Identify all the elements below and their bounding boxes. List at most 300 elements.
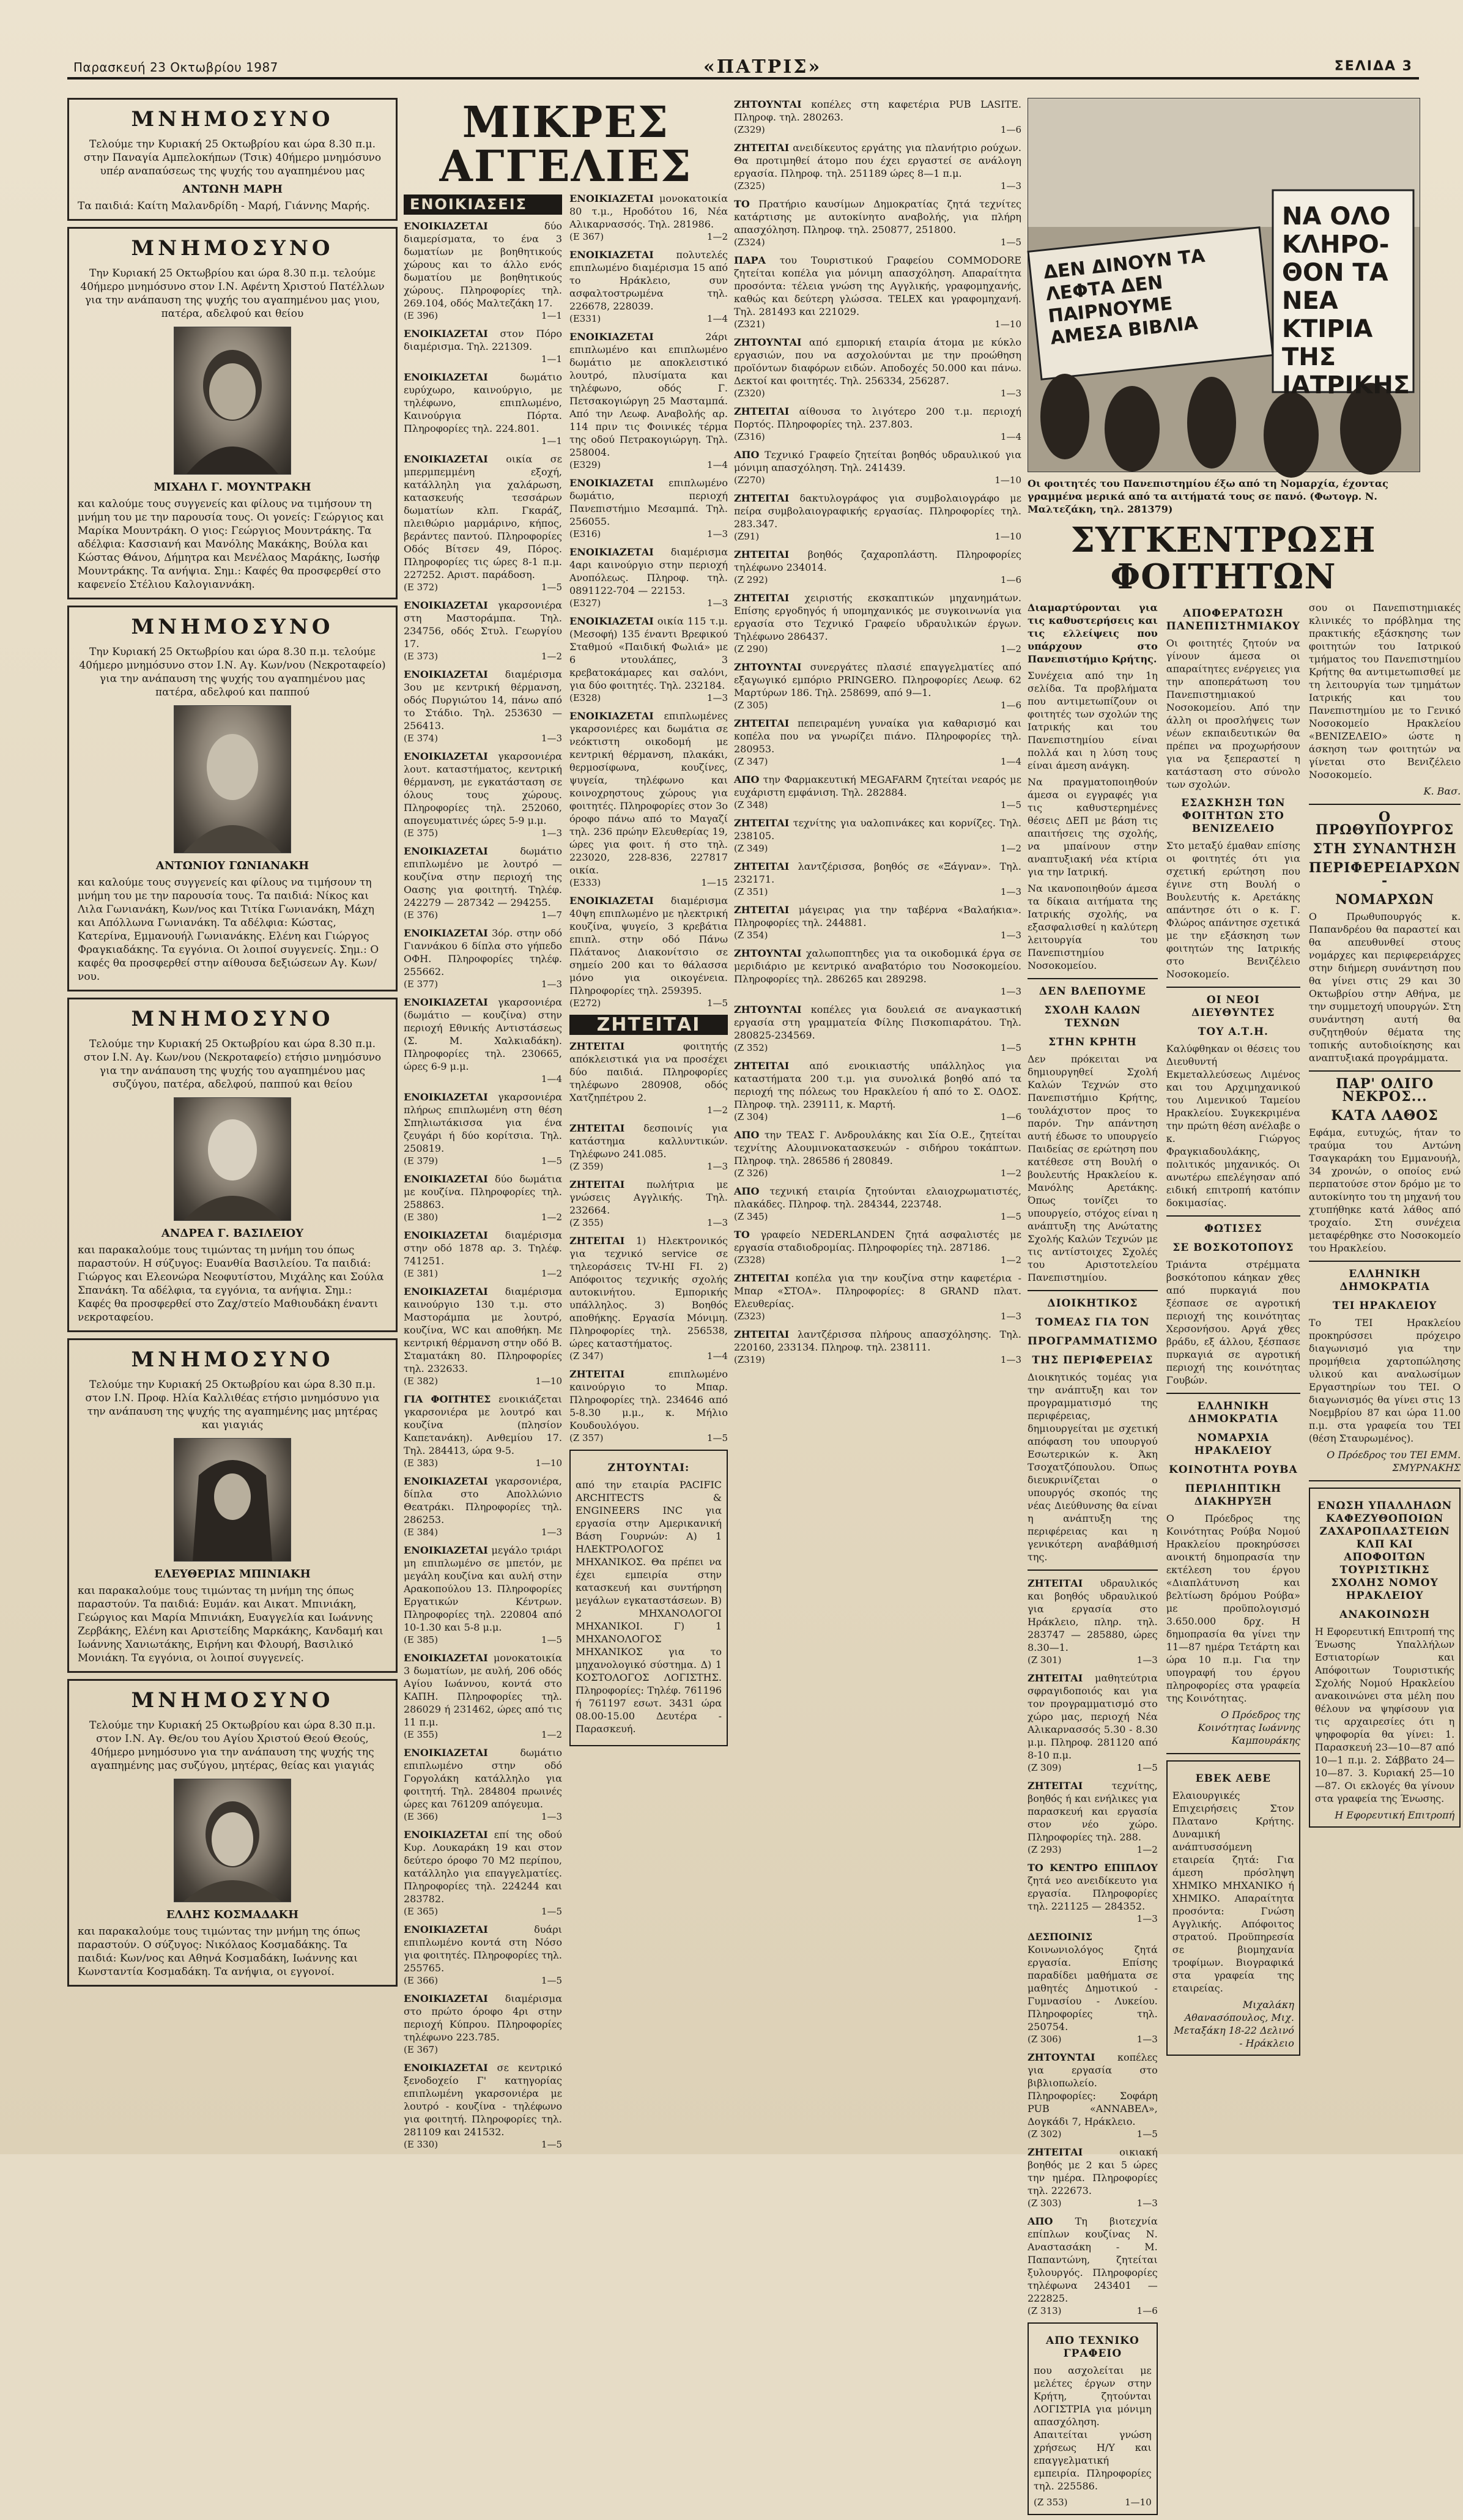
classifieds-title: ΜΙΚΡΕΣ ΑΓΓΕΛΙΕΣ bbox=[439, 97, 692, 191]
ad-num: 1—3 bbox=[706, 1217, 728, 1228]
ad-num: 1—5 bbox=[1000, 1042, 1021, 1053]
story-paragraph: Να ικανοποιηθούν άμεσα τα δίκαια αιτήματα της Ιατρικής σχολής, να εξασφαλισθεί η καλύτερη λειτουργία του Πανεπιστημίου Νοσοκομείου. bbox=[1028, 883, 1158, 971]
divider bbox=[1309, 1070, 1461, 1072]
ad-reference bbox=[734, 842, 1021, 855]
ad-num: 1—2 bbox=[1000, 1168, 1021, 1179]
memorial-text: Την Κυριακή 25 Οκτωβρίου και ώρα 8.30 π.μ. τελούμε 40ήμερο μνημόσυνο στον Ι.Ν. Αφέντη Χριστού Πατέλλων για την ανάπαυση της ψυχής του αγαπημένου μας γιου, πατέρα, αδελφού και θείου bbox=[80, 267, 385, 320]
ad-text: οικία σε μπερμπεμμένη εξοχή, κατάλληλη για χαλάρωση, κατασκευής τεσσάρων δωματίων κλπ. Γκαράζ, πλειθώριο μαρμάρινο, κήπος, βεράντες παντού. Πληροφορίες Οδός Βίτσεν 49, Πόρος. Πληροφορίες τις ώρες 8-1 π.μ. 227252. Αριστ. παράδοση. bbox=[404, 453, 562, 580]
ad-ref: (Ζ 347) bbox=[734, 756, 768, 767]
ad-ref: (Ε 382) bbox=[404, 1376, 439, 1387]
portrait-photo bbox=[174, 327, 291, 475]
classified-ad bbox=[404, 2061, 562, 2151]
arts-text: Δεν πρόκειται να δημιουργηθεί Σχολή Καλών Τεχνών στο Πανεπιστήμιο Κρήτης, τουλάχιστον προς το παρόν. Την απάντηση αυτή έδωσε το υπουργείο Παιδείας σε ερώτηση που κατέθεσε στη Βουλή ο βουλευτής Ηρακλείου κ. Μανόλης Αρετάκης. Όπως τονίζει το υπουργείο, στόχος είναι η ανάπτυξη της Ανώτατης Σχολής Καλών Τεχνών με τις αντίστοιχες Σχολές του Αριστοτελείου Πανεπιστημίου. bbox=[1028, 1053, 1158, 1283]
ad-ref: (Ζ 353) bbox=[1034, 2497, 1068, 2508]
ad-text: στον Πόρο διαμέρισμα. Τηλ. 221309. bbox=[404, 328, 562, 352]
ad-ref: (Ε 365) bbox=[404, 1906, 439, 1917]
ad-text: πεπειραμένη γυναίκα για καθαρισμό και κοπέλα που να γνωρίζει πιάνο. Πληροφορίες τηλ. 280953. bbox=[734, 717, 1021, 755]
classified-ad bbox=[734, 903, 1021, 942]
classified-ad bbox=[404, 1393, 562, 1470]
ad-ref: (Ζ 313) bbox=[1028, 2305, 1062, 2316]
classified-ad bbox=[404, 327, 562, 366]
ad-lead: ΖΗΤΕΙΤΑΙ bbox=[734, 817, 790, 829]
memorial-title: ΜΝΗΜΟΣΥΝΟ bbox=[131, 615, 334, 639]
ad-ref: (Ζ 326) bbox=[734, 1168, 768, 1179]
ad-reference bbox=[734, 1354, 1021, 1366]
ad-ref: (Ζ324) bbox=[734, 237, 765, 248]
ad-reference bbox=[404, 1729, 562, 1741]
ad-text: χειριστής εκσκαπτικών μηχανημάτων. Επίσης εργοδηγός ή υπομηχανικός με συγκοινωνία για εργασία στο Τεχνικό Γραφείο υδραυλικών έργων. Τηλέφωνο 286437. bbox=[734, 592, 1021, 642]
ad-lead: ΖΗΤΕΙΤΑΙ bbox=[734, 717, 790, 729]
page-number: ΣΕΛΙΔΑ 3 bbox=[1334, 59, 1413, 74]
classified-ad bbox=[404, 845, 562, 922]
tei-text: Το ΤΕΙ Ηρακλείου προκηρύσσει πρόχειρο διαγωνισμό για την προμήθεια χαρτοπώλησης υλικού και αναλωσίμων Εργαστηρίων του ΤΕΙ. Ο διαγωνισμός θα γίνει στις 13 Νοεμβρίου 87 και ώρα 11.00 π.μ. στα γραφεία του ΤΕΙ (θέση Σταυρωμένος). bbox=[1308, 1317, 1461, 1444]
directors-text: Καλύφθηκαν οι θέσεις του Διευθυντή Εκμεταλλεύσεως Λιμένος και του Αρχιμηχανικού του Λιμενικού Ταμείου Ηρακλείου. Συγκεκριμένα την πρώτη θέση ανέλαβε ο κ. Γιώργος Φραγκιαδουλάκης, πολιτικός μηχανικός. Οι ανωτέρω επελέγησαν από ειδική επιτροπή κατόπιν δοκιμασίας. bbox=[1166, 1043, 1300, 1209]
ad-num: 1—5 bbox=[1000, 799, 1021, 810]
ad-reference bbox=[569, 997, 728, 1010]
rouva-title: ΚΟΙΝΟΤΗΤΑ ΡΟΥΒΑ bbox=[1169, 1464, 1298, 1476]
ad-text: δωμάτιο επιπλωμένο στην οδό Γοργολάκη κατάλληλο για φοιτητή. Τηλ. 284804 πρωινές ώρες και 761209 απόγευμα. bbox=[404, 1747, 562, 1810]
memorial-notice bbox=[67, 98, 398, 221]
ad-num: 1—4 bbox=[541, 1073, 562, 1084]
classified-ad bbox=[404, 1091, 562, 1168]
ad-ref: (Ε 355) bbox=[404, 1729, 439, 1740]
classified-ad bbox=[734, 336, 1021, 400]
ad-lead: ΕΝΟΙΚΙΑΖΕΤΑΙ bbox=[404, 669, 488, 680]
ad-ref: (Ε 377) bbox=[404, 979, 439, 990]
ad-reference bbox=[734, 318, 1021, 331]
ad-reference bbox=[404, 1267, 562, 1280]
ad-reference bbox=[569, 876, 728, 889]
pm-text: Ο Πρωθυπουργός κ. Παπανδρέου θα παραστεί και θα απευθυνθεί στους νομάρχες και περιφερειάρχες στην διήμερη συνάντηση που θα γίνει στις 29 και 30 Οκτωβρίου στην Αθήνα, με την συμμετοχή υπουργών. Στη συνάντηση αυτή θα συζητηθούν θέματα της τοπικής αυτοδιοίκησης και αναπτυξιακά προγράμματα. bbox=[1308, 911, 1461, 1064]
classified-ad bbox=[404, 453, 562, 594]
ad-ref: (Ε 372) bbox=[404, 582, 439, 593]
classifieds-subcolumns bbox=[404, 192, 728, 2156]
union-signature: Η Εφορευτική Επιτροπή bbox=[1335, 1809, 1455, 1821]
divider bbox=[1028, 1569, 1158, 1571]
ad-lead: ΤΟ bbox=[734, 198, 750, 210]
ad-ref: (Ε 380) bbox=[404, 1212, 439, 1223]
memorial-notice bbox=[67, 1338, 398, 1673]
story-paragraph: Να πραγματοποιηθούν άμεσα οι εγγραφές για τις καθυστερημένες θέσεις ΔΕΠ με βάση τις απαιτήσεις της σχολής, να μπαίνουν στην αναπτυξιακή νέα κτίρια για την Ιατρική. bbox=[1028, 776, 1158, 878]
ad-reference bbox=[734, 387, 1021, 400]
ad-ref: (Ζ 345) bbox=[734, 1211, 768, 1222]
ad-reference bbox=[569, 528, 728, 541]
fires-title: ΦΩΤΙΣΕΣ bbox=[1204, 1223, 1262, 1235]
ad-reference bbox=[569, 231, 728, 243]
ad-lead: ΖΗΤΕΙΤΑΙ bbox=[734, 549, 790, 560]
portrait-silhouette-icon bbox=[174, 1779, 291, 1902]
ad-lead: ΤΟ bbox=[734, 1229, 750, 1240]
ad-reference bbox=[1028, 2305, 1158, 2318]
evek-ad bbox=[1166, 1760, 1300, 2056]
classified-ad bbox=[734, 860, 1021, 899]
ad-num: 1—10 bbox=[994, 475, 1021, 486]
ad-lead: ΖΗΤΟΥΝΤΑΙ bbox=[734, 661, 802, 673]
ad-ref: (Ε333) bbox=[569, 877, 601, 888]
ad-text: γκαρσονιέρα (δωμάτιο — κουζίνα) στην περιοχή Εθνικής Αντιστάσεως (Σ. Μ. Χαλκιαδάκη). Πληροφορίες τηλ. 230665, ώρες 6-9 μ.μ. bbox=[404, 996, 562, 1072]
ad-ref: (Ζ 359) bbox=[569, 1161, 604, 1172]
ad-ref: (Ε 373) bbox=[404, 651, 439, 662]
ad-num: 1—3 bbox=[706, 528, 728, 539]
ad-reference bbox=[734, 755, 1021, 768]
ad-num: 1—5 bbox=[541, 1975, 562, 1986]
ad-reference bbox=[734, 124, 1021, 136]
ad-reference bbox=[734, 1254, 1021, 1267]
ad-text: 3όρ. στην οδό Γιαννάκου 6 δίπλα στο γήπεδο ΟΦΗ. Πληροφορίες τηλέφ. 255662. bbox=[404, 927, 562, 977]
classified-ad bbox=[1028, 2051, 1158, 2141]
ad-reference bbox=[404, 1905, 562, 1918]
ad-lead: ΖΗΤΕΙΤΑΙ bbox=[734, 1329, 790, 1340]
rouva-title: ΝΟΜΑΡΧΙΑ ΗΡΑΚΛΕΙΟΥ bbox=[1194, 1432, 1272, 1457]
ad-lead: ΕΝΟΙΚΙΑΖΕΤΑΙ bbox=[569, 895, 654, 906]
ad-num: 1—10 bbox=[535, 1458, 562, 1469]
ad-num: 1—3 bbox=[541, 733, 562, 744]
classified-ad bbox=[569, 710, 728, 889]
ad-num: 1—2 bbox=[706, 1105, 728, 1116]
directors-title: ΟΙ ΝΕΟΙ ΔΙΕΥΘΥΝΤΕΣ bbox=[1191, 994, 1275, 1019]
wanted-block-text: από την εταιρία PACIFIC ARCHITECTS & ENGINEERS INC για εργασία στην Αμερικανική Βάση Γουρνών: Α) 1 ΗΛΕΚΤΡΟΛΟΓΟΣ ΜΗΧΑΝΙΚΟΣ. Θα πρέπει να έχει εμπειρία στην κατασκευή και συντήρηση μεγάλων εγκαταστάσεων. Β) 2 ΜΗΧΑΝΟΛΟΓΟΙ ΜΗΧΑΝΙΚΟΙ. Γ) 1 ΜΗΧΑΝΟΛΟΓΟΣ ΜΗΧΑΝΙΚΟΣ για το μηχανολογικό σύστημα. Δ) 1 ΚΟΣΤΟΛΟΓΟΣ ΛΟΓΙΣΤΗΣ. Πληροφορίες: Τηλέφ. 761196 ή 761197 εσωτ. 3431 ώρα 08.00-15.00 Δευτέρα - Παρασκευή. bbox=[576, 1479, 722, 1735]
ad-lead: ΑΠΟ bbox=[734, 774, 760, 785]
evek-contact: Μιχαλάκη Αθανασόπουλος, Μιχ. Μεταξάκη 18-22 Δελινό - Ηράκλειο bbox=[1174, 1999, 1294, 2049]
ad-num: 1—3 bbox=[706, 598, 728, 609]
ad-lead: ΕΝΟΙΚΙΑΖΕΤΑΙ bbox=[404, 1475, 488, 1487]
ad-text: σε κεντρικό ξενοδοχείο Γ' κατηγορίας επιπλωμένη γκαρσονιέρα με λουτρό - κουζίνα - τηλέφωνο για φοιτητή. Πληροφορίες τηλ. 281109 και 241532. bbox=[404, 2062, 562, 2138]
ad-lead: ΤΟ ΚΕΝΤΡΟ ΕΠΙΠΛΟΥ bbox=[1028, 1862, 1158, 1873]
pm-title: Ο ΠΡΩΘΥΠΟΥΡΓΟΣ bbox=[1315, 809, 1454, 838]
divider bbox=[1309, 1261, 1461, 1262]
classifieds-subcolumn-a bbox=[404, 192, 562, 2156]
memorial-title: ΜΝΗΜΟΣΥΝΟ bbox=[131, 1347, 334, 1372]
ad-text: ζητά νεο ανειδίκευτο για εργασία. Πληροφορίες τηλ. 221125 — 284352. bbox=[1028, 1875, 1158, 1912]
ad-num: 1—10 bbox=[994, 319, 1021, 330]
ad-text: διαμέρισμα 4αρι καινούργιο στην περιοχή Ανοπόλεως. Πληροφ. τηλ. 0891122-704 — 22153. bbox=[569, 546, 728, 596]
classified-ad bbox=[569, 546, 728, 610]
memorial-family: και παρακαλούμε τους τιμώντας τη μνήμη του όπως παραστούν. Η σύζυγος: Ευανθία Βασιλείου. Τα παιδιά: Γιώργος και Ελεονώρα Νεοφυτίστου, Μιχάλης και Σούλα Σπανάκη. Τα αδέλφια, τα εγγόνια, τα ανήψια. Σημ.: Καφές θα προσφερθεί στο Ζαχ/στείο Μαθιουδάκη έναντι νεκροταφείου. bbox=[78, 1244, 384, 1324]
portrait-photo bbox=[174, 705, 291, 853]
ad-ref: (Ζ 348) bbox=[734, 799, 768, 810]
classified-ad bbox=[1028, 1577, 1158, 1667]
ad-lead: ΖΗΤΕΙΤΑΙ bbox=[734, 1060, 790, 1072]
memorial-name: ΑΝΤΩΝΙΟΥ ΓΩΝΙΑΝΑΚΗ bbox=[155, 859, 309, 872]
ad-reference bbox=[1028, 1762, 1158, 1774]
ad-ref: (Ε 366) bbox=[404, 1975, 439, 1986]
ad-ref: (Ζ91) bbox=[734, 531, 760, 542]
ad-num: 1—10 bbox=[535, 1376, 562, 1387]
classified-ad bbox=[734, 661, 1021, 712]
classified-ad bbox=[734, 717, 1021, 768]
ad-num: 1—3 bbox=[1000, 986, 1021, 997]
ad-ref: (Ε 367) bbox=[404, 2044, 439, 2055]
memorial-family: και παρακαλούμε τους τιμώντας τη μνήμη της όπως παραστούν. Τα παιδιά: Ευμάν. και Αικατ. Μπινιάκη, Γεώργιος και Μαρία Μπινιάκη, Ευαγγελία και Ιωάννης Ζερβάκης, Ελένη και Αριστείδης Μαρκάκης, Κανδαμή και Ιωάννης Χανιωτάκης, Ειρήνη και Φλουρή, Βασιλικό Μονιάκη. Τα εγγόνια, οι λοιποί συγγενείς. bbox=[78, 1585, 383, 1664]
ad-lead: ΕΝΟΙΚΙΑΖΕΤΑΙ bbox=[404, 453, 488, 465]
classified-ad bbox=[734, 448, 1021, 487]
ad-num: 1—5 bbox=[541, 1634, 562, 1645]
banner-left: ΔΕΝ ΔΙΝΟΥΝ ΤΑ ΛΕΦΤΑ ΔΕΝ ΠΑΙΡΝΟΥΜΕ ΑΜΕΣΑ ΒΙΒΛΙΑ bbox=[1042, 245, 1206, 349]
ad-reference bbox=[404, 353, 562, 366]
ad-num: 1—6 bbox=[1000, 574, 1021, 585]
story-subcolumn-3 bbox=[1309, 601, 1461, 2520]
ad-ref: (Ζ270) bbox=[734, 475, 765, 486]
rouva-title: ΠΕΡΙΛΗΠΤΙΚΗ ΔΙΑΚΗΡΥΞΗ bbox=[1185, 1483, 1282, 1508]
directors-title: ΤΟΥ Α.Τ.Η. bbox=[1198, 1026, 1269, 1038]
technical-office-ad bbox=[1028, 2322, 1158, 2515]
ad-lead: ΑΠΟ bbox=[734, 1129, 760, 1141]
ad-ref: (Ζ 309) bbox=[1028, 1762, 1062, 1773]
program-title: ΤΗΣ ΠΕΡΙΦΕΡΕΙΑΣ bbox=[1032, 1354, 1154, 1366]
ad-num: 1—5 bbox=[1000, 237, 1021, 248]
ad-lead: ΖΗΤΕΙΤΑΙ bbox=[569, 1179, 625, 1190]
ad-lead: ΖΗΤΕΙΤΑΙ bbox=[1028, 1577, 1083, 1589]
ad-ref: (Ε 374) bbox=[404, 733, 439, 744]
divider bbox=[1166, 1753, 1300, 1754]
ad-lead: ΖΗΤΟΥΝΤΑΙ bbox=[1028, 2051, 1095, 2063]
ad-text: οικία 115 τ.μ. (Μεσοφή) 135 έναντι Βρεφικού Σταθμού «Παιδική Φωλιά» με 6 ντουλάπες, 3 κρεβατοκάμαρες και σαλόνι, για δύο φοιτητές. Τηλ. 232184. bbox=[569, 615, 728, 691]
ad-num: 1—5 bbox=[541, 1155, 562, 1166]
ad-lead: ΖΗΤΕΙΤΑΙ bbox=[569, 1040, 625, 1052]
classified-ad bbox=[404, 1828, 562, 1918]
memorial-text: Τελούμε την Κυριακή 25 Οκτωβρίου και ώρα 8.30 π.μ. στην Παναγία Αμπελοκήπων (Τσικ) 40ήμερο μνημόσυνο υπέρ αναπαύσεως της ψυχής του αγαπημένου μας bbox=[83, 138, 382, 177]
ad-lead: ΕΝΟΙΚΙΑΖΕΤΑΙ bbox=[404, 2062, 488, 2073]
ad-lead: ΕΝΟΙΚΙΑΖΕΤΑΙ bbox=[404, 1747, 488, 1758]
ad-lead: ΖΗΤΟΥΝΤΑΙ bbox=[734, 98, 802, 110]
ad-reference bbox=[404, 1073, 562, 1086]
ad-num: 1—5 bbox=[706, 998, 728, 1009]
ad-lead: ΖΗΤΕΙΤΑΙ bbox=[734, 492, 790, 504]
ad-reference bbox=[734, 574, 1021, 587]
evek-title: ΕΒΕΚ ΑΕΒΕ bbox=[1195, 1773, 1272, 1785]
ad-lead: ΕΝΟΙΚΙΑΖΕΤΑΙ bbox=[404, 1924, 488, 1935]
ad-lead: ΕΝΟΙΚΙΑΖΕΤΑΙ bbox=[569, 331, 654, 343]
ad-reference bbox=[734, 985, 1021, 998]
ad-num: 1—3 bbox=[541, 1811, 562, 1822]
ad-num: 1—7 bbox=[541, 910, 562, 921]
ad-reference bbox=[734, 1210, 1021, 1223]
ad-text: Πρατήριο καυσίμων Δημοκρατίας ζητά τεχνίτες κατάρτισης με αυτοκίνητο αναβολής, για πλήρη απασχόληση. Πληροφ. τηλ. 250877, 251800. bbox=[734, 198, 1022, 235]
story-subcolumn-2 bbox=[1166, 601, 1300, 2520]
divider bbox=[1166, 987, 1300, 988]
ad-text: ενοικιάζεται γκαρσονιέρα με λουτρό και κουζίνα (πλησίον Καπετανάκη). Ανθεμίου 17. Τηλ. 284413, ώρα 9-5. bbox=[404, 1393, 562, 1456]
office-text: που ασχολείται με μελέτες έργων στην Κρήτη, ζητούνται ΛΟΓΙΣΤΡΙΑ για μόνιμη απασχόληση. Απαιτείται γνώση χρήσεως H/Y και επαγγελματική εμπειρία. Πληροφορίες τηλ. 225586. bbox=[1034, 2365, 1152, 2492]
ad-num: 1—3 bbox=[706, 692, 728, 703]
ad-text: αίθουσα το λιγότερο 200 τ.μ. περιοχή Πορτός. Πληροφορίες τηλ. 237.803. bbox=[734, 406, 1022, 430]
ad-num: 1—5 bbox=[1136, 2129, 1158, 2140]
rouva-signature: Ο Πρόεδρος της Κοινότητας Ιωάννης Καμπουράκης bbox=[1198, 1709, 1300, 1746]
ad-ref: (Ε327) bbox=[569, 598, 601, 609]
memorial-notice bbox=[67, 1679, 398, 1987]
ad-num: 1—6 bbox=[1000, 1111, 1021, 1122]
ad-text: γκαρσονιέρα πλήρως επιπλωμένη στη θέση Σπηλιωτάκισσα για ένα ζευγάρι ή δύο κορίτσια. Τηλ. 250819. bbox=[404, 1091, 562, 1154]
classified-ad bbox=[404, 599, 562, 663]
ad-ref: (Ζ 301) bbox=[1028, 1655, 1062, 1666]
classified-ad bbox=[569, 1234, 728, 1363]
news-column bbox=[1028, 98, 1461, 2508]
ad-lead: ΖΗΤΕΙΤΑΙ bbox=[569, 1235, 625, 1247]
pm-title: ΠΕΡΙΦΕΡΕΙΑΡΧΩΝ - bbox=[1308, 860, 1461, 889]
classified-ad bbox=[569, 615, 728, 705]
portrait-photo bbox=[174, 1779, 291, 1902]
ad-text: γκαρσονιέρα στη Μαστοράμπα. Τηλ. 234756, οδός Στυλ. Γεωργίου 17. bbox=[404, 599, 562, 650]
ad-num: 1—5 bbox=[1136, 1762, 1158, 1773]
ad-text: την Φαρμακευτική MEGAFARM ζητείται νεαρός με ευχάριστη εμφάνιση. Τηλ. 282884. bbox=[734, 774, 1021, 798]
ad-text: Κοινωνιολόγος ζητά εργασία. Επίσης παραδίδει μαθήματα σε μαθητές Δημοτικού - Γυμνασίου - Λυκείου. Πληροφορίες τηλ. 250754. bbox=[1028, 1944, 1158, 2033]
ad-lead: ΖΗΤΕΙΤΑΙ bbox=[569, 1368, 625, 1380]
ad-text: δύο διαμερίσματα, το ένα 3 δωματίων με βοηθητικούς χώρους και το άλλο ενός δωματίου με βοηθητικούς χώρους. Πληροφορίες τηλ. 269.104, οδός Μαλτεζάκη 17. bbox=[404, 220, 562, 309]
classified-ad bbox=[569, 1178, 728, 1229]
memorial-notice bbox=[67, 227, 398, 599]
classified-ad bbox=[569, 192, 728, 243]
classified-ad bbox=[734, 947, 1021, 998]
ad-reference bbox=[734, 530, 1021, 543]
ad-num: 1—6 bbox=[1000, 700, 1021, 711]
ad-reference bbox=[569, 459, 728, 472]
program-title: ΤΟΜΕΑΣ ΓΙΑ ΤΟΝ bbox=[1035, 1316, 1150, 1329]
ad-lead: ΕΝΟΙΚΙΑΖΕΤΑΙ bbox=[404, 220, 488, 232]
ad-text: γραφείο NEDERLANDEN ζητά ασφαλιστές με εργασία σταδιοδρομίας. Πληροφορίες τηλ. 287186. bbox=[734, 1229, 1021, 1253]
classified-ad bbox=[1028, 2146, 1158, 2210]
story-signature: Κ. Βασ. bbox=[1423, 785, 1461, 797]
ad-num: 1—2 bbox=[541, 651, 562, 662]
error-title: ΠΑΡ' ΟΛΙΓΟ ΝΕΚΡΟΣ... bbox=[1336, 1076, 1434, 1105]
ad-text: μεγάλο τριάρι μη επιπλωμένο σε μπετόν, με μεγάλη κουζίνα και αυλή στην Αρακοπούλου 13. Πληροφορίες Εργατικών Κέντρων. Πληροφορίες τηλ. 220804 από 10-1.30 και 5-8 μ.μ. bbox=[404, 1544, 562, 1633]
ad-num: 1—3 bbox=[1136, 2198, 1158, 2209]
ad-ref: (Ζ328) bbox=[734, 1254, 765, 1266]
ad-text: την ΤΕΑΣ Γ. Ανδρουλάκης και Σία Ο.Ε., ζητείται τεχνίτης Αλουμινοκατασκευών - σιδήρου τοκάπτων. Πληροφ. τηλ. 286586 ή 280849. bbox=[734, 1129, 1022, 1166]
ad-ref: (Ζ 357) bbox=[569, 1432, 604, 1443]
ad-reference bbox=[734, 236, 1021, 249]
ad-reference bbox=[569, 692, 728, 705]
ad-reference bbox=[404, 732, 562, 745]
ad-text: κοπέλες για εργασία στο βιβλιοπωλείο. Πληροφορίες: Σοφάρη PUB «ΑΝΝΑΒΕΛ», Δογκάδι 7, Ηράκλειο. bbox=[1028, 2051, 1158, 2127]
ad-text: χαλωποπτηδες για τα οικοδομικά έργα σε μεριδιάριο με κεντρικό αναβατόριο του Νοσοκομείου. Πληροφορίες τηλ. 286265 και 289298. bbox=[734, 947, 1021, 985]
ad-text: Τη βιοτεχνία επίπλων κουζίνας Ν. Αναστασάκη - Μ. Παπαντώνη, ζητείται ξυλουργός. Πληροφορίες τηλέφωνα 243401 — 222825. bbox=[1028, 2215, 1158, 2304]
ad-text: επιπλωμένες γκαρσονιέρες και δωμάτια σε νεόκτιστη οικοδομή με κεντρική θέρμανση, πλακάκι, θερμοσίφωνα, κουζίνες, ψυγεία, τηλέφωνο και κοινοχρηστους χώρους για φοιτητές. Πληροφορίες στον 3ο όροφο πάνω από το Μαγαζί τηλ. 236 πρώην Ελευθερίας 19, ώρες για φοιτ. ή στο τηλ. 223020, 228-836, 227817 οικία. bbox=[569, 710, 728, 876]
ad-num: 1—2 bbox=[1000, 843, 1021, 854]
classified-ad bbox=[734, 773, 1021, 812]
ad-reference bbox=[734, 1167, 1021, 1180]
ad-lead: ΖΗΤΟΥΝΤΑΙ bbox=[734, 1004, 802, 1015]
ad-reference bbox=[404, 1974, 562, 1987]
classified-ad bbox=[404, 1173, 562, 1224]
ad-lead: ΖΗΤΕΙΤΑΙ bbox=[734, 406, 790, 417]
ad-reference bbox=[1028, 2128, 1158, 2141]
rouva-title: ΕΛΛΗΝΙΚΗ ΔΗΜΟΚΡΑΤΙΑ bbox=[1188, 1400, 1279, 1425]
ad-num: 1—6 bbox=[1000, 124, 1021, 135]
ad-ref: (Ζ 354) bbox=[734, 930, 768, 941]
story-paragraph: Συνέχεια από την 1η σελίδα. Τα προβλήματα που αντιμετωπίζουν οι φοιτητές των σχολών της Ιατρικής και του Πανεπιστημίου είναι πολλά και η λύση τους είναι άμεση ανάγκη. bbox=[1028, 670, 1158, 771]
ad-lead: ΕΝΟΙΚΙΑΖΕΤΑΙ bbox=[404, 1173, 488, 1185]
story-subheading: ΑΠΟΦΕΡΑΤΩΣΗ ΠΑΝΕΠΙΣΤΗΜΙΑΚΟΥ bbox=[1166, 607, 1300, 632]
classified-ad bbox=[404, 996, 562, 1086]
memorial-name: ΑΝΤΩΝΗ ΜΑΡΗ bbox=[182, 183, 283, 196]
memorial-family: Τα παιδιά: Καίτη Μαλανδρίδη - Μαρή, Γιάννης Μαρής. bbox=[78, 200, 370, 212]
classified-ad bbox=[404, 1229, 562, 1280]
ad-reference bbox=[404, 978, 562, 991]
ad-ref: (Ζ 355) bbox=[569, 1217, 604, 1228]
ad-ref: (Ε 385) bbox=[404, 1634, 439, 1645]
ad-text: διαμέρισμα καινούργιο 130 τ.μ. στο Μαστοράμπα με λουτρό, κουζίνα, WC και αποθήκη. Με κεντρική θέρμανση στην οδό Β. Σταματάκη 80. Πληροφορίες τηλ. 232633. bbox=[404, 1286, 562, 1374]
ad-lead: ΕΝΟΙΚΙΑΖΕΤΑΙ bbox=[569, 477, 654, 489]
memorial-text: Τελούμε την Κυριακή 25 Οκτωβρίου και ώρα 8.30 π.μ. στον Ι.Ν. Αγ. Θε/ου του Αγίου Χριστού Θεού Θεούς, 40ήμερο μνημόσυνο για την ανάπαυση της ψυχής της αγαπημένης μας συζύγου, μητέρας, θείας και γιαγιάς bbox=[89, 1719, 376, 1772]
ad-lead: ΕΝΟΙΚΙΑΖΕΤΑΙ bbox=[404, 1544, 488, 1556]
classified-ad bbox=[569, 1040, 728, 1117]
ad-reference bbox=[734, 180, 1021, 193]
ad-text: πωλήτρια με γνώσεις Αγγλικής. Τηλ. 232664. bbox=[569, 1179, 728, 1216]
ad-lead: ΕΝΟΙΚΙΑΖΕΤΑΙ bbox=[569, 249, 654, 261]
ad-ref: (Ε 375) bbox=[404, 828, 439, 839]
ad-ref: (Ε 367) bbox=[569, 231, 604, 242]
classifieds-column-2 bbox=[734, 98, 1021, 2116]
ad-reference bbox=[404, 1457, 562, 1470]
ad-ref: (Ζ323) bbox=[734, 1311, 765, 1322]
ad-ref: (Ε 376) bbox=[404, 910, 439, 921]
ad-ref: (Ζ321) bbox=[734, 319, 765, 330]
office-title: ΑΠΟ ΤΕΧΝΙΚΟ ΓΡΑΦΕΙΟ bbox=[1045, 2335, 1139, 2360]
ad-text: δύο δωμάτια με κουζίνα. Πληροφορίες τηλ. 258863. bbox=[404, 1173, 562, 1210]
classified-ad bbox=[404, 750, 562, 840]
tei-signature: Ο Πρόεδρος του ΤΕΙ ΕΜΜ. ΣΜΥΡΝΑΚΗΣ bbox=[1327, 1449, 1461, 1473]
ad-lead: ΖΗΤΟΥΝΤΑΙ bbox=[734, 336, 802, 348]
classifieds-subcolumn-b bbox=[569, 192, 728, 2156]
wanted-engineers-ad bbox=[569, 1450, 728, 1746]
classified-ad bbox=[404, 668, 562, 745]
classified-ad bbox=[1028, 2215, 1158, 2318]
classified-ad bbox=[569, 476, 728, 541]
ad-num: 1—2 bbox=[1136, 1844, 1158, 1855]
ad-text: διαμέρισμα στο πρώτο όροφο 4ρι στην περιοχή Κύπρου. Πληροφορίες τηλέφωνο 223.785. bbox=[404, 1993, 562, 2043]
classified-ad bbox=[734, 492, 1021, 543]
ad-lead: ΕΝΟΙΚΙΑΖΕΤΑΙ bbox=[404, 328, 488, 339]
ad-num: 1—2 bbox=[706, 231, 728, 242]
ad-ref: (Ζ 303) bbox=[1028, 2198, 1062, 2209]
ad-text: λαντζέρισσα, βοηθός σε «Ξάγναν». Τηλ. 232171. bbox=[734, 861, 1021, 885]
union-text: Η Εφορευτική Επιτροπή της Ένωσης Υπαλλήλων Εστιατορίων και Απόφοιτων Τουριστικής Σχολής Νομού Ηρακλείου ανακοινώνει στα μέλη που θέλουν να ψηφίσουν για τις αρχαιρεσίες ότι η ψηφοφορία θα γίνει: 1. Παρασκευή 23—10—87 από 10—1 π.μ. 2. Σάββατο 24—10—87. 3. Κυριακή 25—10—87. Οι εκλογές θα γίνουν στα γραφεία της Ένωσης. bbox=[1314, 1626, 1455, 1804]
ad-lead: ΕΝΟΙΚΙΑΖΕΤΑΙ bbox=[404, 845, 488, 857]
story-subheading: ΕΣΑΣΚΗΣΗ ΤΩΝ ΦΟΙΤΗΤΩΝ ΣΤΟ ΒΕΝΙΖΕΛΕΙΟ bbox=[1181, 797, 1286, 835]
union-subtitle: ΑΝΑΚΟΙΝΩΣΗ bbox=[1339, 1609, 1431, 1621]
memorial-name: ΜΙΧΑΗΛ Γ. ΜΟΥΝΤΡΑΚΗ bbox=[154, 481, 311, 494]
memorial-notice bbox=[67, 998, 398, 1332]
masthead bbox=[67, 56, 1419, 80]
ad-reference bbox=[569, 1160, 728, 1173]
classified-ad bbox=[404, 220, 562, 322]
story-paragraph: Οι φοιτητές ζητούν να γίνουν άμεσα οι απαραίτητες ενέργειες για την αποπεράτωση του Πανεπιστημιακού Νοσοκομείου. Από την άλλη οι προσλήψεις των νέων εκπαιδευτικών θα πρέπει να προχωρήσουν για να ξεπεραστεί η κατάσταση στο σύνολο των σχολών. bbox=[1166, 637, 1300, 790]
divider bbox=[1166, 1393, 1300, 1394]
ad-num: 1—1 bbox=[541, 435, 562, 447]
ad-reference bbox=[404, 1634, 562, 1647]
ad-ref: (Ζ 351) bbox=[734, 886, 768, 897]
classified-ad bbox=[569, 1368, 728, 1445]
program-text: Διοικητικός τομέας για την ανάπτυξη και τον προγραμματισμό της περιφέρειας, δημιουργείται με σχετική απόφαση του υπουργού Εσωτερικών κ. Άκη Τσοχατζόπουλου. Όπως διευκρινίζεται ο υπουργός σκοπός της νέας Διεύθυνσης θα είναι η ανάπτυξη της περιφέρειας και η γενικότερη αναβάθμισή της. bbox=[1028, 1371, 1158, 1563]
ad-text: βοηθός ζαχαροπλάστη. Πληροφορίες τηλέφωνο 234014. bbox=[734, 549, 1021, 573]
ad-num: 1—3 bbox=[1000, 1354, 1021, 1365]
memorial-title: ΜΝΗΜΟΣΥΝΟ bbox=[131, 1007, 334, 1031]
issue-date: Παρασκευή 23 Οκτωβρίου 1987 bbox=[73, 60, 278, 75]
ad-text: λαντζέρισσα πλήρους απασχόλησης. Τηλ. 220160, 233134. Πληροφ. τηλ. 238111. bbox=[734, 1329, 1021, 1353]
ad-ref: (Ε272) bbox=[569, 998, 601, 1009]
ad-ref: (Ζ 306) bbox=[1028, 2034, 1062, 2045]
ad-text: δακτυλογράφος για συμβολαιογράφο με πείρα συμβολαιογραφικής εργασίας. Πληροφορίες τηλ. 283.347. bbox=[734, 492, 1021, 530]
classified-ad bbox=[404, 1285, 562, 1388]
ad-num: 1—2 bbox=[541, 1212, 562, 1223]
portrait-silhouette-icon bbox=[174, 1098, 291, 1220]
ad-text: τεχνική εταιρία ζητούνται ελαιοχρωματιστές, πλακάδες. Πληροφ. τηλ. 284344, 223748. bbox=[734, 1185, 1021, 1210]
ad-reference bbox=[734, 1042, 1021, 1054]
classified-ad bbox=[734, 591, 1021, 656]
ad-reference bbox=[734, 799, 1021, 812]
portrait-photo bbox=[174, 1438, 291, 1562]
ad-ref: (Ζ 292) bbox=[734, 574, 768, 585]
ad-text: επιπλωμένο δωμάτιο, περιοχή Πανεπιστήμιο Μεσαμπά. Τηλ. 256055. bbox=[569, 477, 728, 527]
